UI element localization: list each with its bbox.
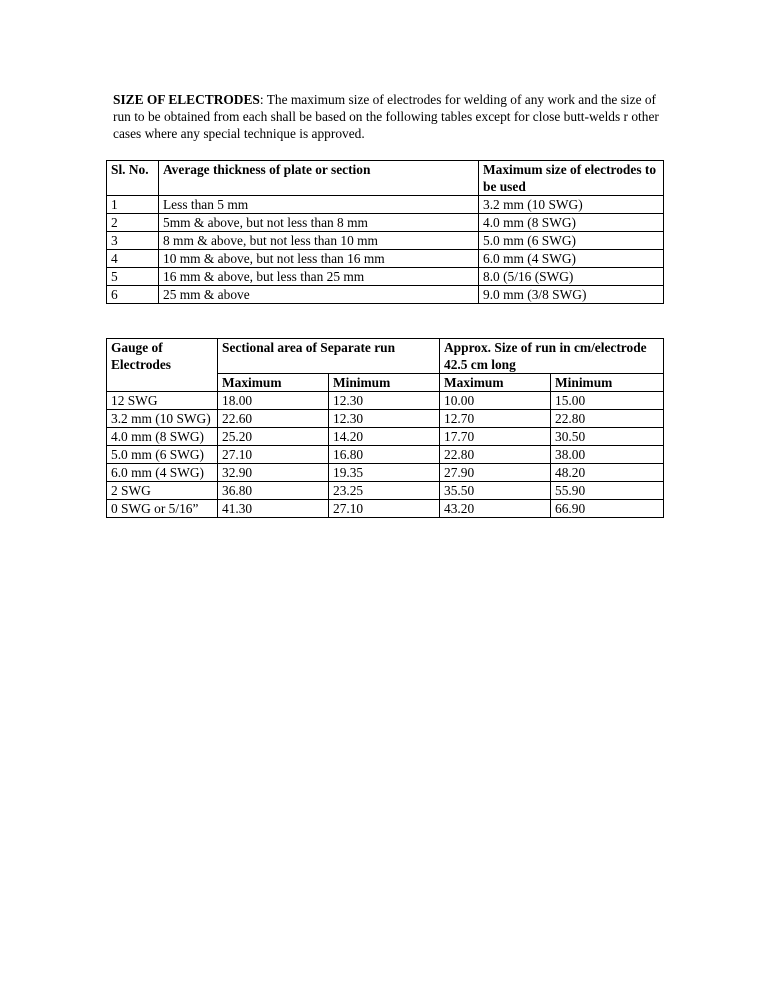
table-cell: 25 mm & above (159, 286, 479, 304)
table-cell: 25.20 (218, 428, 329, 446)
table-cell: 16 mm & above, but less than 25 mm (159, 268, 479, 286)
header-sl-no: Sl. No. (107, 161, 159, 196)
table-cell: 66.90 (551, 500, 664, 518)
table-cell: 8.0 (5/16 (SWG) (479, 268, 664, 286)
table-cell: 5.0 mm (6 SWG) (479, 232, 664, 250)
table-cell: 5mm & above, but not less than 8 mm (159, 214, 479, 232)
table-cell: 55.90 (551, 482, 664, 500)
table-cell: 35.50 (440, 482, 551, 500)
intro-text: The maximum size of electrodes for welding of any work and the size of run to be obtained from each shall be based on the following tables except for close butt-welds r other cases where any special technique is approved. (113, 92, 659, 141)
table-row (107, 464, 664, 482)
table-cell: 38.00 (551, 446, 664, 464)
header-sectional-area: Sectional area of Separate run (218, 339, 440, 374)
table-cell: 5 (107, 268, 159, 286)
table-row (107, 392, 664, 410)
run-size-table (106, 338, 664, 518)
table-row (107, 268, 664, 286)
header-gauge: Gauge of Electrodes (107, 339, 218, 392)
table-row (107, 446, 664, 464)
table-row (107, 428, 664, 446)
table-row (107, 232, 664, 250)
table-cell: 27.10 (218, 446, 329, 464)
table-cell: 12.30 (329, 410, 440, 428)
table-cell: 27.90 (440, 464, 551, 482)
table-cell: 2 (107, 214, 159, 232)
table-cell: 43.20 (440, 500, 551, 518)
table-cell: 2 SWG (107, 482, 218, 500)
table-cell: 6.0 mm (4 SWG) (107, 464, 218, 482)
table-cell: 36.80 (218, 482, 329, 500)
table-header-row (107, 339, 664, 374)
table-cell: 22.60 (218, 410, 329, 428)
table-cell: 5.0 mm (6 SWG) (107, 446, 218, 464)
table-cell: 10.00 (440, 392, 551, 410)
table-cell: 10 mm & above, but not less than 16 mm (159, 250, 479, 268)
table-cell: 1 (107, 196, 159, 214)
table-cell: 48.20 (551, 464, 664, 482)
table-cell: 14.20 (329, 428, 440, 446)
table-cell: 4.0 mm (8 SWG) (107, 428, 218, 446)
table-row (107, 482, 664, 500)
table-cell: 18.00 (218, 392, 329, 410)
table-cell: 3.2 mm (10 SWG) (107, 410, 218, 428)
table-cell: 23.25 (329, 482, 440, 500)
table-row (107, 250, 664, 268)
table-cell: 41.30 (218, 500, 329, 518)
table-cell: 19.35 (329, 464, 440, 482)
subheader-area-max: Maximum (218, 374, 329, 392)
table-row (107, 410, 664, 428)
intro-separator: : (259, 92, 264, 107)
table-cell: 0 SWG or 5/16” (107, 500, 218, 518)
table-row (107, 500, 664, 518)
table-cell: 6 (107, 286, 159, 304)
table-cell: 4.0 mm (8 SWG) (479, 214, 664, 232)
table-cell: 3.2 mm (10 SWG) (479, 196, 664, 214)
table-cell: 6.0 mm (4 SWG) (479, 250, 664, 268)
table-cell: Less than 5 mm (159, 196, 479, 214)
table-cell: 16.80 (329, 446, 440, 464)
table-cell: 3 (107, 232, 159, 250)
header-thickness: Average thickness of plate or section (159, 161, 479, 196)
table-row (107, 196, 664, 214)
table-cell: 22.80 (551, 410, 664, 428)
table-cell: 9.0 mm (3/8 SWG) (479, 286, 664, 304)
table-cell: 15.00 (551, 392, 664, 410)
electrode-size-table (106, 160, 664, 304)
table-cell: 12.70 (440, 410, 551, 428)
subheader-run-min: Minimum (551, 374, 664, 392)
intro-paragraph (113, 91, 669, 142)
intro-heading: SIZE OF ELECTRODES (113, 92, 260, 107)
header-max-size: Maximum size of electrodes to be used (479, 161, 664, 196)
table-cell: 32.90 (218, 464, 329, 482)
table-cell: 12.30 (329, 392, 440, 410)
table-cell: 12 SWG (107, 392, 218, 410)
table-header-row (107, 161, 664, 196)
subheader-area-min: Minimum (329, 374, 440, 392)
table-cell: 8 mm & above, but not less than 10 mm (159, 232, 479, 250)
table-cell: 17.70 (440, 428, 551, 446)
table-row (107, 214, 664, 232)
table-row (107, 286, 664, 304)
subheader-run-max: Maximum (440, 374, 551, 392)
table-cell: 4 (107, 250, 159, 268)
table-cell: 22.80 (440, 446, 551, 464)
table-cell: 27.10 (329, 500, 440, 518)
header-run-size: Approx. Size of run in cm/electrode 42.5 cm long (440, 339, 664, 374)
table-cell: 30.50 (551, 428, 664, 446)
